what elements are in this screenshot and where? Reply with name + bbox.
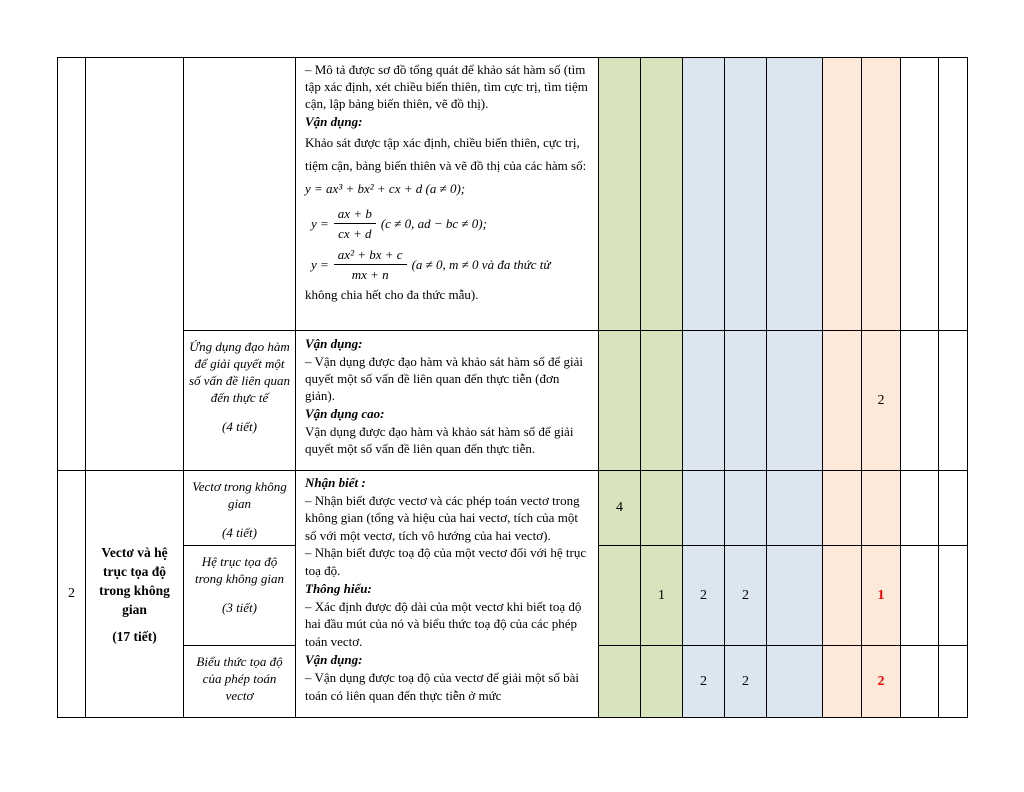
mark-cell-empty <box>767 471 823 546</box>
mark-cell-empty <box>683 471 725 546</box>
mark-cell-empty <box>683 331 725 471</box>
mark-cell-empty <box>599 546 641 646</box>
mark-value: 2 <box>700 587 707 603</box>
content-application-cell <box>296 331 599 471</box>
chapter1-title-cell <box>86 58 184 471</box>
formula2-fraction <box>334 206 376 241</box>
survey-paragraph-2 <box>305 131 591 200</box>
mark-cell-empty <box>939 331 968 471</box>
mark-cell-empty <box>641 646 683 718</box>
formula-cubic: y = ax³ + bx² + cx + d (a ≠ 0); <box>305 181 466 196</box>
formula3-lead: y = <box>311 257 329 272</box>
mark-value-red: 1 <box>877 587 885 603</box>
application-vandung-text: – Vận dụng được đạo hàm và khảo sát hàm số để giải quyết một số vấn đề liên quan đến thực tiễn (đơn giản). <box>305 354 583 403</box>
mark-cell-empty <box>901 471 939 546</box>
mark-cell-empty <box>823 58 862 331</box>
mark-cell-empty <box>823 546 862 646</box>
mark-value: 2 <box>700 673 707 689</box>
mark-cell-empty <box>725 331 767 471</box>
topic-application-cell <box>184 331 296 471</box>
mark-value: 2 <box>742 587 749 603</box>
topic-vecto-name: Vectơ trong không gian <box>192 479 287 511</box>
exam-specification-table <box>57 57 968 718</box>
formula-rational-quadratic <box>311 247 591 282</box>
mark-bieuthuc-vandung <box>862 646 901 718</box>
content-survey-cell <box>296 58 599 331</box>
chapter2-thonghieu-text: – Xác định được độ dài của một vectơ khi biết toạ độ hai đầu mút của nó và biểu thức toạ độ của các phép toán vectơ. <box>305 599 582 649</box>
mark-cell-empty <box>599 58 641 331</box>
formula2-condition: (c ≠ 0, ad − bc ≠ 0); <box>380 216 487 231</box>
formula-rational-linear <box>311 206 591 241</box>
chapter2-index-cell <box>58 471 86 718</box>
topic-application-name: Ứng dụng đạo hàm để giải quyết một số vấn đề liên quan đến thực tế <box>188 339 291 405</box>
mark-value: 2 <box>742 673 749 689</box>
mark-cell-empty <box>823 331 862 471</box>
application-vandungcao-text: Vận dụng được đạo hàm và khảo sát hàm số để giải quyết một số vấn đề liên quan đến thực tiễn. <box>305 424 574 456</box>
chapter2-duration: (17 tiết) <box>112 628 157 644</box>
mark-cell-empty <box>599 331 641 471</box>
formula2-lead: y = <box>311 216 329 231</box>
mark-cell-empty <box>767 331 823 471</box>
chapter2-nhanbiet-text-2: – Nhận biết được toạ độ của một vectơ đối với hệ trục toạ độ. <box>305 545 587 578</box>
mark-cell-empty <box>767 646 823 718</box>
topic-empty-cell <box>184 58 296 331</box>
mark-hetruc-nhanbiet <box>641 546 683 646</box>
mark-cell-empty <box>862 471 901 546</box>
mark-hetruc-vandung <box>862 546 901 646</box>
mark-value: 2 <box>877 392 885 408</box>
mark-cell-empty <box>683 58 725 331</box>
formula2-numerator: ax + b <box>334 206 376 224</box>
survey-vandung-label: Vận dụng: <box>305 114 363 129</box>
mark-cell-empty <box>862 58 901 331</box>
mark-value: 1 <box>658 587 665 603</box>
mark-cell-empty <box>725 471 767 546</box>
mark-cell-empty <box>641 58 683 331</box>
mark-application-vandungcao <box>862 331 901 471</box>
topic-hetruc-name: Hệ trục tọa độ trong không gian <box>194 554 285 586</box>
chapter2-vandung-text: – Vận dụng được toạ độ của vectơ để giải một số bài toán có liên quan đến thực tiễn ở mức <box>305 670 579 703</box>
application-vandung-label: Vận dụng: <box>305 336 363 351</box>
formula3-denominator: mx + n <box>351 267 389 282</box>
mark-bieuthuc-thonghieu-2 <box>725 646 767 718</box>
chapter2-nhanbiet-text-1: – Nhận biết được vectơ và các phép toán vectơ trong không gian (tổng và hiệu của hai vectơ, tích của một số với một vectơ, tích vô hướng của hai vectơ). <box>305 493 580 543</box>
application-vandungcao-label: Vận dụng cao: <box>305 406 385 421</box>
mark-cell-empty <box>901 331 939 471</box>
mark-cell-empty <box>901 58 939 331</box>
mark-cell-empty <box>767 546 823 646</box>
mark-cell-empty <box>939 58 968 331</box>
topic-vecto-duration: (4 tiết) <box>221 525 257 540</box>
topic-vecto-cell <box>184 471 296 546</box>
mark-cell-empty <box>901 546 939 646</box>
topic-bieuthuc-name: Biểu thức tọa độ của phép toán vectơ <box>196 654 283 703</box>
mark-cell-empty <box>641 471 683 546</box>
mark-cell-empty <box>599 646 641 718</box>
chapter1-index-cell <box>58 58 86 471</box>
chapter2-title-cell <box>86 471 184 718</box>
formula3-numerator: ax² + bx + c <box>334 247 407 265</box>
formula3-fraction <box>334 247 407 282</box>
topic-hetruc-cell <box>184 546 296 646</box>
chapter2-index: 2 <box>68 586 75 601</box>
chapter2-vandung-label: Vận dụng: <box>305 652 363 668</box>
topic-hetruc-duration: (3 tiết) <box>221 600 257 615</box>
topic-bieuthuc-cell <box>184 646 296 718</box>
mark-hetruc-thonghieu-1 <box>683 546 725 646</box>
chapter2-thonghieu-label: Thông hiểu: <box>305 581 372 597</box>
topic-application-duration: (4 tiết) <box>221 419 257 434</box>
mark-cell-empty <box>823 471 862 546</box>
mark-cell-empty <box>823 646 862 718</box>
formula2-denominator: cx + d <box>338 226 372 241</box>
content-chapter2-cell <box>296 471 599 718</box>
survey-paragraph-1: – Mô tả được sơ đồ tổng quát để khảo sát hàm số (tìm tập xác định, xét chiều biến thiên, tìm cực trị, tìm tiệm cận, lập bảng biến thiên, vẽ đồ thị). <box>305 62 588 111</box>
mark-cell-empty <box>725 58 767 331</box>
mark-value-red: 2 <box>877 673 885 689</box>
survey-paragraph-3: không chia hết cho đa thức mẫu). <box>305 287 479 302</box>
mark-value: 4 <box>616 500 623 515</box>
mark-bieuthuc-thonghieu-1 <box>683 646 725 718</box>
survey-paragraph-2-text: Khảo sát được tập xác định, chiều biến thiên, cực trị, tiệm cận, bảng biến thiên và vẽ đồ thị của các hàm số: <box>305 135 587 173</box>
mark-hetruc-thonghieu-2 <box>725 546 767 646</box>
chapter2-nhanbiet-label: Nhận biết : <box>305 475 366 490</box>
mark-cell-empty <box>767 58 823 331</box>
mark-cell-empty <box>939 646 968 718</box>
mark-cell-empty <box>641 331 683 471</box>
mark-vecto-nhanbiet <box>599 471 641 546</box>
mark-cell-empty <box>901 646 939 718</box>
mark-cell-empty <box>939 546 968 646</box>
chapter2-title: Vectơ và hệ trục tọa độ trong không gian <box>99 544 170 617</box>
formula3-condition: (a ≠ 0, m ≠ 0 và đa thức tử <box>411 257 551 272</box>
mark-cell-empty <box>939 471 968 546</box>
